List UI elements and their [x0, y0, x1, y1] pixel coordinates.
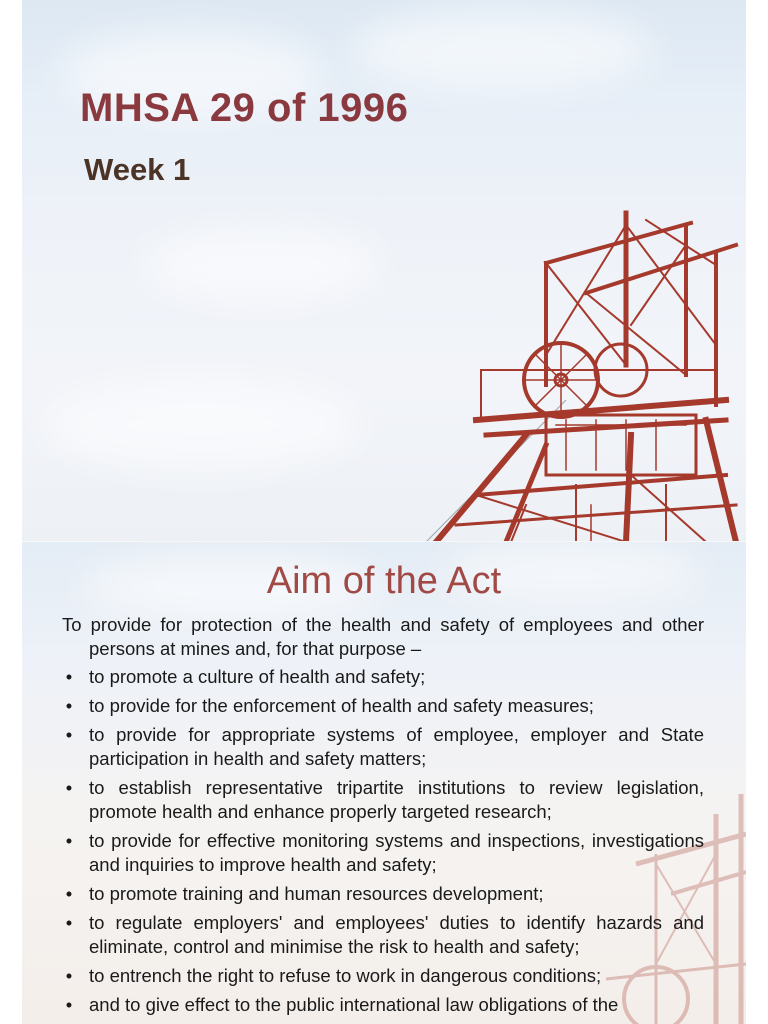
intro-paragraph: To provide for protection of the health and safety of employees and other persons at mines and, for that purpose – [62, 614, 704, 659]
bullet-icon: • [65, 666, 73, 687]
aim-text [62, 613, 704, 1022]
bullet-icon: • [65, 777, 73, 798]
list-item: • to establish representative tripartite institutions to review legislation, promote health and enhance properly targeted research; [62, 776, 704, 824]
slide-heading: Aim of the Act [266, 560, 502, 602]
bullet-icon: • [65, 724, 73, 745]
headframe-tower-image [416, 205, 746, 542]
list-item: • to promote training and human resources development; [62, 882, 704, 906]
list-item: • and to give effect to the public international law obligations of the [62, 993, 704, 1017]
list-item: • to regulate employers' and employees' duties to identify hazards and eliminate, control and minimise the risk to health and safety; [62, 911, 704, 959]
bullet-icon: • [65, 994, 73, 1015]
list-item: • to provide for the enforcement of health and safety measures; [62, 694, 704, 718]
slide-subtitle: Week 1 [84, 152, 191, 187]
bullet-icon: • [65, 883, 73, 904]
bullet-icon: • [65, 695, 73, 716]
list-item: • to entrench the right to refuse to work in dangerous conditions; [62, 964, 704, 988]
list-item: • to provide for effective monitoring systems and inspections, investigations and inquiries to improve health and safety; [62, 829, 704, 877]
bullet-icon: • [65, 965, 73, 986]
aim-list [62, 665, 704, 1017]
list-item: • to provide for appropriate systems of employee, employer and State participation in health and safety matters; [62, 723, 704, 771]
content-slide [22, 542, 746, 1024]
title-slide [22, 0, 746, 542]
bullet-icon: • [65, 912, 73, 933]
bullet-icon: • [65, 830, 73, 851]
list-item: • to promote a culture of health and safety; [62, 665, 704, 689]
slide-title: MHSA 29 of 1996 [80, 86, 409, 130]
